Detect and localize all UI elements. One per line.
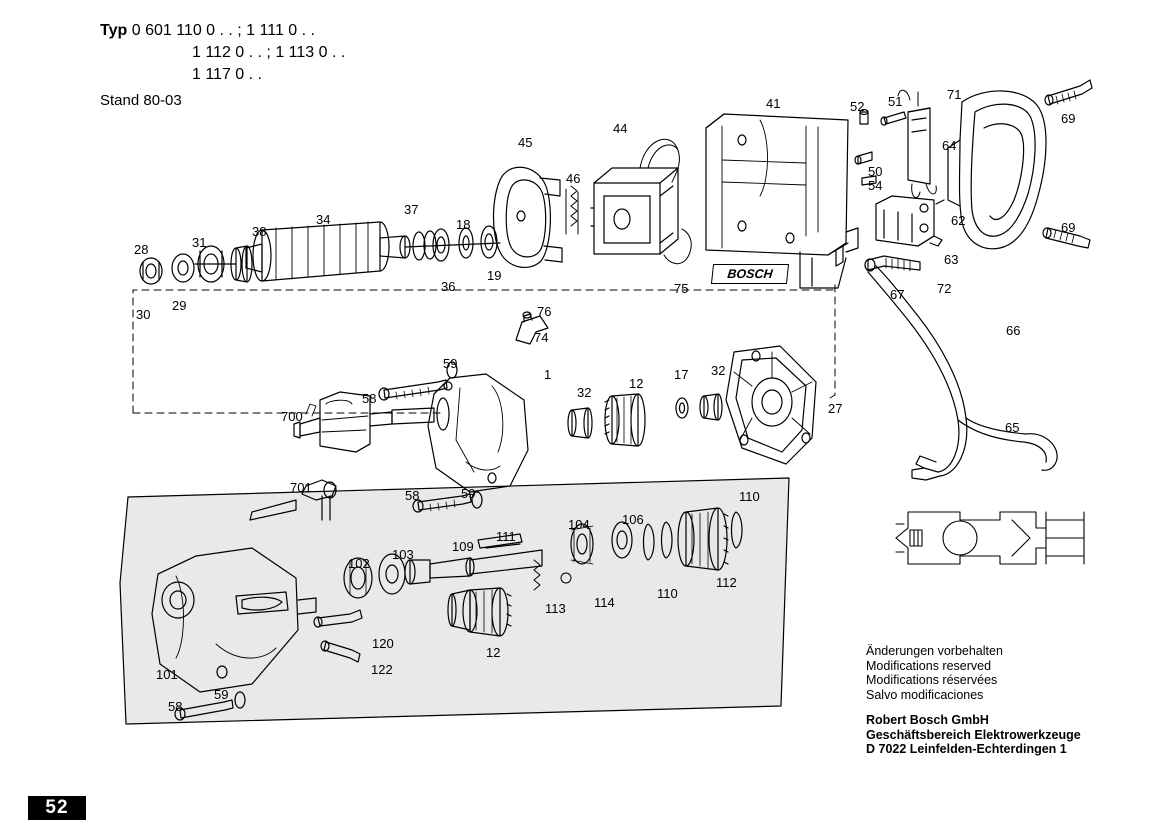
callout-58c: 58 — [168, 699, 183, 714]
callout-30: 30 — [136, 307, 151, 322]
callout-69b: 69 — [1061, 220, 1076, 235]
callout-103: 103 — [392, 547, 414, 562]
callout-29: 29 — [172, 298, 187, 313]
page-number-tab: 52 — [28, 796, 86, 820]
callout-12: 12 — [629, 376, 644, 391]
brand-badge: BOSCH — [711, 264, 789, 284]
header-type-line-1: 0 601 110 0 . . ; 1 111 0 . . — [131, 22, 315, 39]
callout-44: 44 — [613, 121, 628, 136]
callout-50: 50 — [868, 164, 883, 179]
callout-58: 58 — [362, 391, 377, 406]
legal-footer — [866, 644, 1081, 757]
callout-109: 109 — [452, 539, 474, 554]
callout-120: 120 — [372, 636, 394, 651]
callout-67: 67 — [890, 287, 905, 302]
callout-700: 700 — [281, 409, 303, 424]
callout-54: 54 — [868, 178, 883, 193]
footer-line-en: Modifications reserved — [866, 658, 992, 673]
callout-74: 74 — [534, 330, 549, 345]
callout-104: 104 — [568, 517, 590, 532]
callout-122: 122 — [371, 662, 393, 677]
callout-113: 113 — [545, 601, 566, 616]
callout-59c: 59 — [214, 687, 229, 702]
callout-75: 75 — [674, 281, 689, 296]
callout-112: 112 — [716, 575, 737, 590]
callout-106: 106 — [622, 512, 644, 527]
footer-company: Robert Bosch GmbH — [866, 713, 989, 727]
callout-52: 52 — [850, 99, 865, 114]
header-type-line-3: 1 117 0 . . — [192, 66, 262, 83]
callout-65: 65 — [1005, 420, 1020, 435]
callout-17: 17 — [674, 367, 689, 382]
callout-28: 28 — [134, 242, 149, 257]
callout-36: 36 — [441, 279, 456, 294]
callout-34: 34 — [316, 212, 331, 227]
callout-38: 38 — [252, 224, 267, 239]
footer-division: Geschäftsbereich Elektrowerkzeuge — [866, 727, 1081, 742]
callout-32: 32 — [577, 385, 592, 400]
callout-59: 59 — [443, 356, 458, 371]
header-type-line-2: 1 112 0 . . ; 1 113 0 . . — [192, 44, 346, 61]
header-typ-label: Typ — [100, 22, 128, 39]
callout-110: 110 — [739, 489, 760, 504]
callout-66: 66 — [1006, 323, 1021, 338]
callout-701: 701 — [290, 480, 312, 495]
callout-102: 102 — [348, 556, 370, 571]
callout-31: 31 — [192, 235, 207, 250]
header-revision-date: Stand 80-03 — [100, 92, 182, 109]
callout-37: 37 — [404, 202, 419, 217]
callout-27: 27 — [828, 401, 843, 416]
callout-76: 76 — [537, 304, 552, 319]
callout-41: 41 — [766, 96, 781, 111]
callout-46: 46 — [566, 171, 581, 186]
callout-59b: 59 — [461, 486, 476, 501]
callout-45: 45 — [518, 135, 533, 150]
callout-1: 1 — [544, 367, 552, 382]
footer-line-de: Änderungen vorbehalten — [866, 644, 1003, 658]
callout-111: 111 — [496, 529, 516, 544]
callout-32b: 32 — [711, 363, 726, 378]
callout-114: 114 — [594, 595, 615, 610]
callout-62: 62 — [951, 213, 966, 228]
callout-18: 18 — [456, 217, 471, 232]
callout-64: 64 — [942, 138, 957, 153]
callout-110b: 110 — [657, 586, 678, 601]
footer-address: D 7022 Leinfelden-Echterdingen 1 — [866, 742, 1067, 756]
footer-line-es: Salvo modificaciones — [866, 687, 984, 702]
callout-63: 63 — [944, 252, 959, 267]
callout-101: 101 — [156, 667, 178, 682]
callout-51: 51 — [888, 94, 903, 109]
callout-19: 19 — [487, 268, 502, 283]
callout-58b: 58 — [405, 488, 420, 503]
callout-12b: 12 — [486, 645, 501, 660]
callout-72: 72 — [937, 281, 952, 296]
footer-line-fr: Modifications réservées — [866, 673, 998, 687]
callout-69: 69 — [1061, 111, 1076, 126]
callout-71: 71 — [947, 87, 962, 102]
